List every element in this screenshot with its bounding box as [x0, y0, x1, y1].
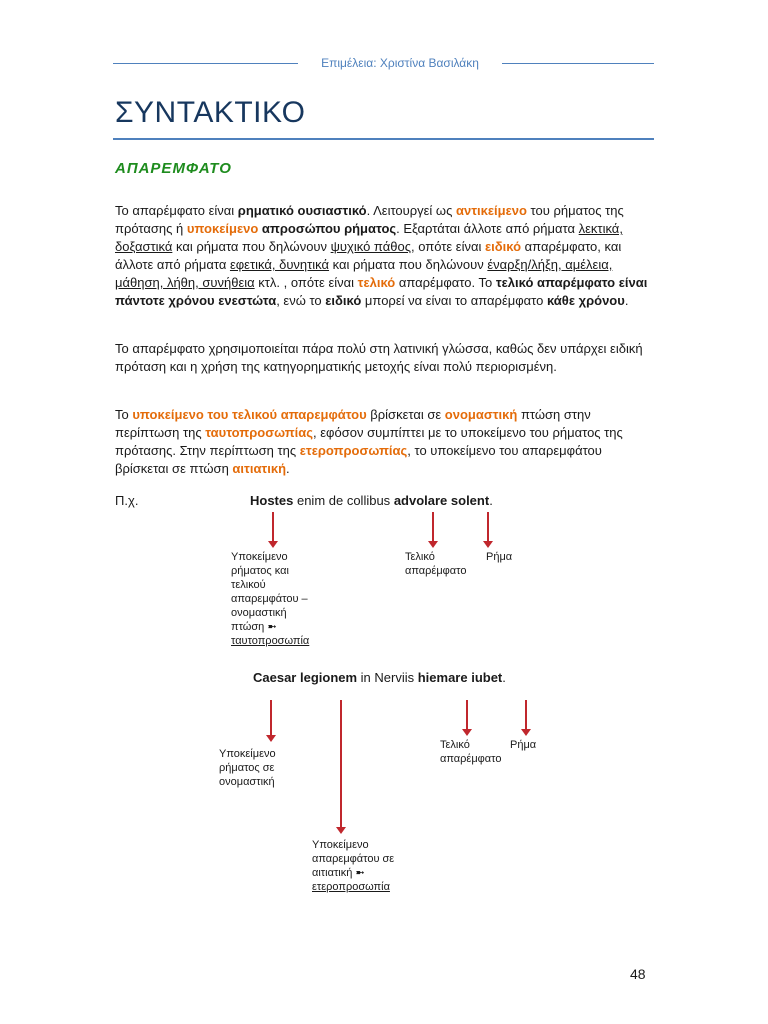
example2-subject-arrow — [266, 700, 276, 742]
arrow-glyph-icon: ➼ — [355, 867, 365, 879]
paragraph-usage: Το απαρέμφατο χρησιμοποιείται πάρα πολύ στη λατινική γλώσσα, καθώς δεν υπάρχει ειδική πρόταση και η χρήση της κατηγορηματικής μετοχής είναι πολύ περιορισμένη. — [115, 341, 643, 374]
page-title: ΣΥΝΤΑΚΤΙΚΟ — [115, 96, 306, 129]
example2-infinitive-label: Τελικό απαρέμφατο — [440, 739, 502, 765]
example2-infinitive-arrow — [462, 700, 472, 736]
arrow-glyph-icon: ➼ — [267, 621, 277, 633]
example2-sentence: Caesar legionem in Nerviis hiemare iubet. — [253, 670, 506, 685]
header-rule-left — [113, 63, 298, 64]
example2-verb-arrow — [521, 700, 531, 736]
example-lead: Π.χ. — [115, 493, 139, 508]
example1-infinitive-label: Τελικό απαρέμφατο — [405, 551, 467, 577]
title-rule — [113, 138, 654, 140]
example1-infinitive-arrow — [428, 512, 438, 548]
example1-subject-arrow — [268, 512, 278, 548]
header-editor: Επιμέλεια: Χριστίνα Βασιλάκη — [300, 56, 500, 70]
example1-sentence: Hostes enim de collibus advolare solent. — [250, 493, 493, 508]
example1-subject-label: Υποκείμενο ρήματος και τελικού απαρεμφάτου – ονομαστική πτώση ➼ ταυτοπροσωπία — [231, 551, 310, 647]
example2-verb-label: Ρήμα — [510, 739, 537, 751]
paragraph-definition: Το απαρέμφατο είναι ρηματικό ουσιαστικό. Λειτουργεί ως αντικείμενο του ρήματος της πρότασης ή υποκείμενο απροσώπου ρήματος. Εξαρτάται άλλοτε από ρήματα λεκτικά, δοξαστικά και ρήματα που δηλώνουν ψυχικό πάθος, οπότε είναι ειδικό απαρέμφατο, και άλλοτε από ρήματα εφετικά, δυνητικά και ρήματα που δηλώνουν έναρξη/λήξη, αμέλεια, μάθηση, λήθη, συνήθεια κτλ. , οπότε είναι τελικό απαρέμφατο. Το τελικό απαρέμφατο είναι πάντοτε χρόνου ενεστώτα, ενώ το ειδικό μπορεί να είναι το απαρέμφατο κάθε χρόνου. — [115, 203, 648, 308]
example2-accusative-arrow — [336, 700, 346, 835]
section-subtitle: ΑΠΑΡΕΜΦΑΤΟ — [115, 160, 232, 177]
example1-verb-arrow — [483, 512, 493, 548]
example2-subject-label: Υποκείμενο ρήματος σε ονομαστική — [219, 748, 276, 788]
example2-accusative-label: Υποκείμενο απαρεμφάτου σε αιτιατική ➼ ετεροπροσωπία — [312, 839, 395, 893]
example1-verb-label: Ρήμα — [486, 551, 513, 563]
header-rule-right — [502, 63, 654, 64]
paragraph-subject: Το υποκείμενο του τελικού απαρεμφάτου βρίσκεται σε ονομαστική πτώση στην περίπτωση της ταυτοπροσωπίας, εφόσον συμπίπτει με το υποκείμενο του ρήματος της πρότασης. Στην περίπτωση της ετεροπροσωπίας, το υποκείμενο του απαρεμφάτου βρίσκεται σε πτώση αιτιατική. — [115, 407, 623, 476]
page-number: 48 — [630, 966, 646, 982]
